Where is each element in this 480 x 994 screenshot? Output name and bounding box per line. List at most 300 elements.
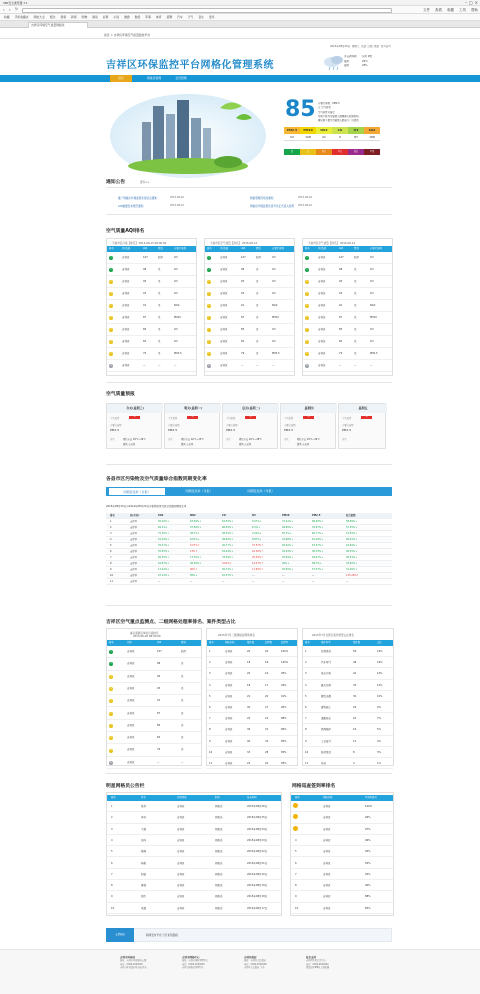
table-cell: 吉祥区	[220, 268, 228, 271]
table-cell: 7	[209, 717, 211, 721]
weather-info	[344, 55, 357, 69]
rank-badge: 8	[306, 341, 308, 343]
table-cell: 2015年08月18日	[247, 895, 268, 899]
bookmark-item[interactable]: 财经	[134, 15, 141, 19]
footer-line: 地址：吉祥市环保局办公楼	[120, 959, 147, 963]
table-cell: 吉祥区	[130, 562, 138, 565]
table-cell: 4	[295, 838, 297, 842]
table-cell: 良	[354, 292, 357, 295]
notice-link[interactable]: 网格化环境监管系统平台正式投入使用	[250, 205, 295, 208]
table-row	[303, 312, 392, 324]
table-cell: 良	[181, 723, 184, 727]
table-row	[107, 312, 196, 324]
table-cell: 良	[158, 304, 161, 307]
table-cell: —	[370, 364, 373, 367]
rank-badge: 10	[305, 365, 309, 367]
table-row	[107, 658, 201, 670]
forward-icon[interactable]: ›	[9, 7, 11, 12]
logout-link[interactable]: 注销	[367, 45, 373, 48]
table-cell: 31	[265, 728, 269, 732]
aqi-rank-subtitle: 天前市区空气质量【排名】 2015-08-14	[210, 242, 258, 245]
table-row	[205, 264, 294, 276]
table-cell: 7	[111, 872, 113, 876]
weather-values	[362, 55, 372, 69]
links-label: 友情链接	[106, 928, 134, 942]
table-cell: 秸秆焚烧	[321, 750, 332, 754]
table-cell: 张伟	[141, 805, 147, 808]
table-row	[106, 525, 392, 531]
notice-date: 2015-08-15	[170, 204, 184, 208]
table-cell: 6	[305, 706, 307, 709]
footer-column-title: 吉祥区政府	[244, 956, 257, 959]
column-header: 网格名称	[225, 641, 235, 644]
aqi-advice: 建议极少数异常敏感人群减少户外活动	[318, 119, 359, 123]
forecast-pollutant-label: 首要污染物	[284, 424, 296, 427]
table-cell: O3	[174, 340, 178, 343]
table-cell: 吉祥区	[130, 532, 138, 535]
table-cell: 良	[181, 662, 184, 666]
address-bar[interactable]	[22, 8, 392, 13]
table-cell: O3	[174, 280, 178, 283]
aqi-primary-pollutant: 首要污染物：PM2.5	[318, 102, 340, 105]
table-cell: 8	[110, 562, 112, 565]
table-cell: 36.55%↓	[346, 550, 358, 553]
forecast-weather-label: 天气	[110, 438, 115, 441]
table-cell: PM10	[174, 316, 181, 319]
bookmark-item[interactable]: 军事	[145, 15, 151, 19]
table-cell: 7	[305, 717, 307, 721]
pollutant-name: O3	[348, 127, 364, 134]
bookmark-item[interactable]: 更多	[208, 15, 215, 19]
table-cell: 28	[265, 750, 269, 754]
forecast-pollutant: PM2.5	[284, 428, 294, 432]
rank-badge: 6	[306, 317, 308, 319]
footer-line: 地址：吉祥区人民政府	[244, 959, 266, 963]
table-cell: 94%	[281, 683, 287, 687]
rank-badge: 9	[208, 353, 210, 355]
table-row	[107, 336, 196, 348]
bookmark-item[interactable]: 音乐	[198, 15, 204, 19]
table-cell: 10%	[377, 694, 383, 698]
column-header: 区/街道	[122, 247, 130, 250]
table-cell: 王磊	[141, 827, 147, 831]
footer-line: 地址：吉祥市网格管理中心	[182, 959, 209, 963]
notice-link[interactable]: 网格管理员培训通知	[250, 197, 274, 200]
bookmark-item[interactable]: 新闻	[71, 15, 77, 19]
login-link[interactable]: 登录	[374, 45, 380, 48]
aqi-value: 85	[285, 97, 316, 122]
rank-badge: 1	[208, 257, 210, 259]
aqi-info	[318, 102, 359, 123]
table-cell: 2015年08月24日	[247, 827, 268, 831]
bookmark-item[interactable]: 购物	[81, 15, 88, 19]
table-cell: O3	[370, 280, 374, 283]
table-row	[303, 747, 393, 758]
notices-more-link[interactable]: 更多>>	[140, 181, 150, 184]
table-row	[107, 683, 201, 695]
forecast-aqi-badge: 良	[187, 416, 198, 420]
table-cell: 30	[353, 694, 357, 698]
tab-yearly[interactable]: 同期变化率（年报）	[247, 489, 275, 493]
table-row	[107, 812, 281, 823]
footer-line: 吉祥市环境保护局 版权所有	[120, 966, 147, 970]
table-cell: 吉祥区	[220, 256, 228, 259]
column-header: 网格名称	[323, 796, 333, 799]
column-header: 处理数	[265, 641, 273, 644]
table-cell: —	[312, 574, 315, 577]
table-cell: 2015年08月23日	[247, 838, 268, 842]
table-cell: 吉祥区	[130, 526, 138, 529]
table-cell: 网格员	[215, 850, 223, 854]
table-cell: 76.47%↓	[158, 544, 170, 547]
forecast-pollutant-label: 首要污染物	[110, 424, 122, 427]
table-row	[107, 288, 196, 300]
tab-daily[interactable]: 同期变化率（日报）	[108, 487, 166, 496]
table-cell: —	[282, 574, 285, 577]
table-cell: 82	[157, 736, 161, 740]
table-row	[303, 360, 392, 372]
rank-badge: 1	[110, 651, 112, 654]
table-cell: 54.44%↓	[222, 550, 234, 553]
table-row	[303, 252, 392, 264]
bookmark-item[interactable]: 收藏	[4, 15, 10, 19]
column-header: O3	[252, 514, 256, 517]
footer-line: 电话：0000-0000000	[244, 962, 267, 966]
table-cell: 36.54%↓	[346, 556, 358, 559]
table-cell: 良	[256, 292, 259, 295]
table-cell: 吉祥区	[122, 280, 130, 283]
table-row	[107, 646, 201, 658]
table-cell: 91	[143, 304, 147, 307]
table-cell: 90%	[281, 706, 287, 709]
table-row	[205, 360, 294, 372]
bookmark-item[interactable]: 游戏	[92, 15, 98, 19]
column-header: 级别	[256, 247, 261, 250]
menu-favorites[interactable]: 收藏	[447, 8, 454, 12]
column-header: 职务	[215, 796, 220, 799]
forecast-pollutant: PM2.5	[342, 428, 352, 432]
table-row	[303, 288, 392, 300]
table-cell: 6.67%↓	[190, 538, 200, 541]
table-cell: 吉祥区	[127, 662, 135, 666]
table-cell: 吉祥区	[177, 838, 185, 842]
bookmark-item[interactable]: 招聘	[166, 15, 173, 19]
table-cell: 6.1%↓	[252, 526, 261, 529]
rank-badge: 2	[306, 269, 308, 271]
footer-line: 电话：0000-0000000	[120, 962, 143, 966]
table-row	[107, 891, 281, 902]
forecast-aqi-label: 空气质量	[226, 417, 236, 420]
table-row	[291, 846, 393, 857]
table-cell: 1	[110, 520, 112, 523]
table-cell: 吉祥区	[127, 748, 135, 752]
change-note: 2015年08月29日与2014年08月29日污染物浓度及综合指数同期变化率	[106, 505, 187, 508]
temperature-label: 温度：	[344, 59, 352, 63]
table-cell: 40.77%↓	[222, 544, 234, 547]
menu-file[interactable]: 文件	[423, 8, 430, 12]
table-cell: 吉祥区	[127, 736, 135, 740]
forecast-weather-label: 天气	[168, 438, 173, 441]
table-cell: 良	[158, 352, 161, 355]
forecast-day	[222, 403, 278, 449]
forecast-weather-label: 天气	[284, 438, 289, 441]
breadcrumb-bar	[0, 31, 480, 39]
back-icon[interactable]: ‹	[3, 7, 5, 12]
table-cell: 7	[110, 556, 112, 559]
notice-link[interactable]: 推广网格化环境监管系统试点通知	[118, 197, 157, 200]
table-cell: 吉祥区	[127, 723, 135, 727]
medal-icon	[293, 803, 298, 808]
table-cell: 2	[305, 661, 307, 665]
pollutant-name: NO2	[316, 127, 332, 134]
table-cell: 49.65%↓	[282, 526, 294, 529]
bookmark-item[interactable]: 手机收藏夹	[14, 15, 29, 19]
aqi-rank-subtitle: 天前市区空气质量【排名】 2015-08-14	[308, 242, 356, 245]
bookmark-item[interactable]: 娱乐	[49, 15, 56, 19]
table-cell: 网格员	[215, 827, 223, 831]
table-cell: 吉祥区	[130, 556, 138, 559]
table-cell: 7%	[377, 717, 381, 721]
notice-link[interactable]: AQI数据发布规范通知	[118, 205, 144, 208]
rank-badge: 3	[208, 281, 210, 283]
rank-badge: 5	[110, 305, 112, 307]
table-cell: 李芳	[141, 816, 147, 820]
table-cell: 良	[181, 699, 184, 703]
notice-date: 2015-08-20	[170, 196, 184, 200]
aqi-quality: 空气质量可接受	[318, 110, 335, 114]
table-cell: 27	[265, 706, 269, 709]
table-cell: 良	[354, 352, 357, 355]
table-cell: 68.99%↓	[312, 520, 324, 523]
table-cell: 吉祥区	[225, 650, 233, 653]
table-cell: 20	[265, 762, 269, 765]
maximize-icon[interactable]: □	[468, 0, 473, 5]
table-cell: 79	[339, 352, 343, 355]
table-cell: 20	[247, 672, 251, 676]
table-row	[205, 300, 294, 312]
table-cell: 5	[295, 850, 297, 854]
rank-badge: 8	[110, 737, 112, 740]
set-homepage-link[interactable]: 设为首页	[380, 45, 391, 48]
table-row	[207, 702, 297, 713]
column-header: 首要污染物	[174, 247, 186, 250]
table-cell: 35.99%↓	[282, 556, 294, 559]
table-cell: 2015年08月17日	[247, 906, 268, 910]
bookmark-item[interactable]: 天气	[187, 15, 194, 19]
table-cell: 64.52%↓	[222, 520, 234, 523]
table-cell: 30.33%↓	[312, 550, 324, 553]
table-cell: 良	[354, 316, 357, 319]
change-title: 各县市区污染物及空气质量综合指数同期变化率	[106, 477, 207, 482]
tab-monthly[interactable]: 同期变化率（月报）	[185, 489, 213, 493]
aqi-level-bar	[284, 149, 380, 155]
table-cell: 74.42%↓	[282, 520, 294, 523]
rank-badge: 2	[208, 269, 210, 271]
table-cell: 5	[111, 850, 113, 854]
patrol-title: 网格巡查签到率排名	[292, 784, 336, 789]
table-cell: 吉祥区	[220, 316, 228, 319]
menu-tools[interactable]: 工具	[459, 8, 466, 12]
forecast-title: 空气质量预报	[106, 392, 135, 397]
table-row	[207, 657, 297, 668]
table-cell: 20	[353, 717, 357, 721]
table-cell: 93	[241, 292, 245, 295]
table-cell: 1%	[377, 762, 381, 765]
table-cell: —	[157, 760, 160, 764]
column-header: AQI	[157, 641, 162, 644]
table-cell: 16%	[377, 661, 383, 665]
column-header: 案件数	[247, 641, 255, 644]
monitor-stations-subtitle: 2015-08-26 08:00:00	[133, 635, 161, 638]
table-cell: 8	[295, 884, 297, 888]
table-row	[107, 846, 281, 857]
table-row	[106, 573, 392, 579]
rank-badge: 6	[110, 712, 112, 715]
bookmark-item[interactable]: 汽车	[177, 15, 183, 19]
bookmark-item[interactable]: 体育	[155, 15, 162, 19]
column-header: NO2	[190, 514, 196, 517]
table-cell: 85	[339, 328, 343, 331]
table-cell: 3	[209, 672, 211, 676]
table-row	[303, 702, 393, 713]
forecast-weather: 晴转多云 18℃~29℃	[123, 438, 146, 441]
bookmark-item[interactable]: 旅游	[124, 15, 130, 19]
table-cell: 吉祥区	[318, 304, 326, 307]
table-cell: 79	[143, 352, 147, 355]
table-cell: 吉祥区	[122, 316, 130, 319]
table-row	[291, 891, 393, 902]
table-cell: 90%	[365, 884, 371, 888]
table-cell: 10	[110, 574, 114, 577]
table-row	[303, 300, 392, 312]
table-cell: 良	[256, 316, 259, 319]
monitor-stations-title: 重点监测点单位污染排名	[130, 632, 159, 635]
table-cell: 98	[157, 662, 161, 666]
footer-line: 建议使用IE8以上浏览器	[306, 966, 330, 970]
nav-grid-management[interactable]: 网格化管理	[147, 76, 161, 80]
table-cell: O3	[174, 292, 178, 295]
nav-home[interactable]: 首页	[110, 75, 132, 82]
rank-badge: 10	[109, 761, 113, 764]
breadcrumb: 首页 > 吉祥区环境空气质量监控平台	[104, 33, 151, 37]
table-cell: 95%	[281, 672, 287, 676]
close-icon[interactable]: ×	[474, 0, 478, 5]
bookmark-item[interactable]: 视频	[60, 15, 67, 19]
minimize-icon[interactable]: –	[464, 0, 467, 5]
table-row	[303, 691, 393, 702]
table-cell: O3	[174, 328, 178, 331]
rank-badge: 9	[306, 353, 308, 355]
column-header: SO2	[158, 514, 164, 517]
browser-tab[interactable]: 吉祥区环境空气质量网格化	[28, 22, 88, 28]
column-header: PM10	[282, 514, 290, 517]
table-cell: 82	[143, 340, 147, 343]
table-row	[291, 801, 393, 812]
table-cell: 2015年08月19日	[247, 884, 268, 888]
table-cell: 吉祥区	[225, 739, 233, 743]
monitor-cases-title: 2015年7月吉祥区案件类型占比排名	[312, 634, 354, 637]
table-cell: 吉祥区	[225, 706, 233, 709]
column-header: 级别	[158, 247, 163, 250]
table-cell: PM10	[370, 316, 377, 319]
table-cell: 4	[111, 838, 113, 842]
table-cell: 轻度	[354, 256, 360, 259]
table-row	[107, 880, 281, 891]
bookmark-item[interactable]: 网址大全	[33, 15, 45, 19]
table-cell: 18	[247, 661, 251, 665]
table-cell: 3	[111, 827, 113, 831]
table-cell: 9	[110, 568, 112, 571]
forecast-weather: 晴转多云 16℃~28℃	[239, 438, 262, 441]
rank-badge: 7	[110, 724, 112, 727]
main-nav	[0, 75, 480, 82]
menu-view[interactable]: 查看	[435, 8, 442, 12]
table-cell: 吉祥区	[323, 805, 331, 808]
table-row	[303, 724, 393, 735]
table-cell: 22	[247, 694, 251, 698]
menu-help[interactable]: 帮助	[471, 8, 478, 12]
bookmark-item[interactable]: 小说	[113, 15, 120, 19]
table-row	[107, 801, 281, 812]
rank-badge: 6	[208, 317, 210, 319]
table-cell: 9	[305, 739, 307, 743]
table-cell: 32.98%↓	[282, 538, 294, 541]
table-cell: 吉祥区	[220, 364, 228, 367]
rank-badge: 10	[109, 365, 113, 367]
table-cell: 吉祥区	[177, 861, 185, 865]
table-row	[303, 264, 392, 276]
table-cell: 汽车尾气	[321, 661, 332, 665]
table-cell: 吉祥区	[177, 884, 185, 888]
table-cell: 2015年08月25日	[247, 816, 268, 820]
refresh-icon[interactable]: ↻	[15, 7, 18, 11]
forecast-day-name: 星期五	[339, 404, 387, 413]
table-cell: 建筑施工	[321, 706, 332, 709]
table-row	[303, 324, 392, 336]
bookmark-item[interactable]: 彩票	[102, 15, 109, 19]
table-cell: 吉祥区	[323, 872, 331, 876]
table-cell: 1	[209, 650, 211, 653]
table-cell: 吉祥区	[323, 850, 331, 854]
table-cell: 3.61%↑	[222, 562, 232, 565]
table-cell: 35	[353, 683, 357, 687]
table-cell: 6	[110, 550, 112, 553]
notices-title: 通知公告	[106, 180, 126, 185]
table-cell: 100%	[365, 805, 373, 808]
links-text[interactable]: 新闻发布平台 日月系统链接	[146, 934, 178, 937]
table-cell: 良	[181, 736, 184, 740]
column-header: 排名	[110, 514, 115, 517]
table-cell: 良	[158, 280, 161, 283]
table-row	[291, 903, 393, 914]
table-cell: 26	[353, 706, 357, 709]
table-cell: 11	[305, 762, 309, 765]
table-row	[291, 869, 393, 880]
nav-member-management[interactable]: 会员管理	[175, 76, 187, 80]
column-header: 姓名	[141, 796, 146, 799]
table-cell: PM10	[272, 316, 279, 319]
table-cell: 吉祥区	[225, 717, 233, 721]
site-logo[interactable]: 吉祥区环保监控平台网格化管理系统	[106, 60, 274, 71]
table-cell: 吉祥区	[177, 805, 185, 808]
table-cell: 吉祥区	[318, 328, 326, 331]
footer-column	[182, 956, 240, 970]
table-row	[205, 312, 294, 324]
table-row	[205, 252, 294, 264]
column-header: 排名	[109, 641, 114, 644]
table-cell: 8.87%↓	[252, 538, 262, 541]
column-header: 排名	[305, 641, 310, 644]
